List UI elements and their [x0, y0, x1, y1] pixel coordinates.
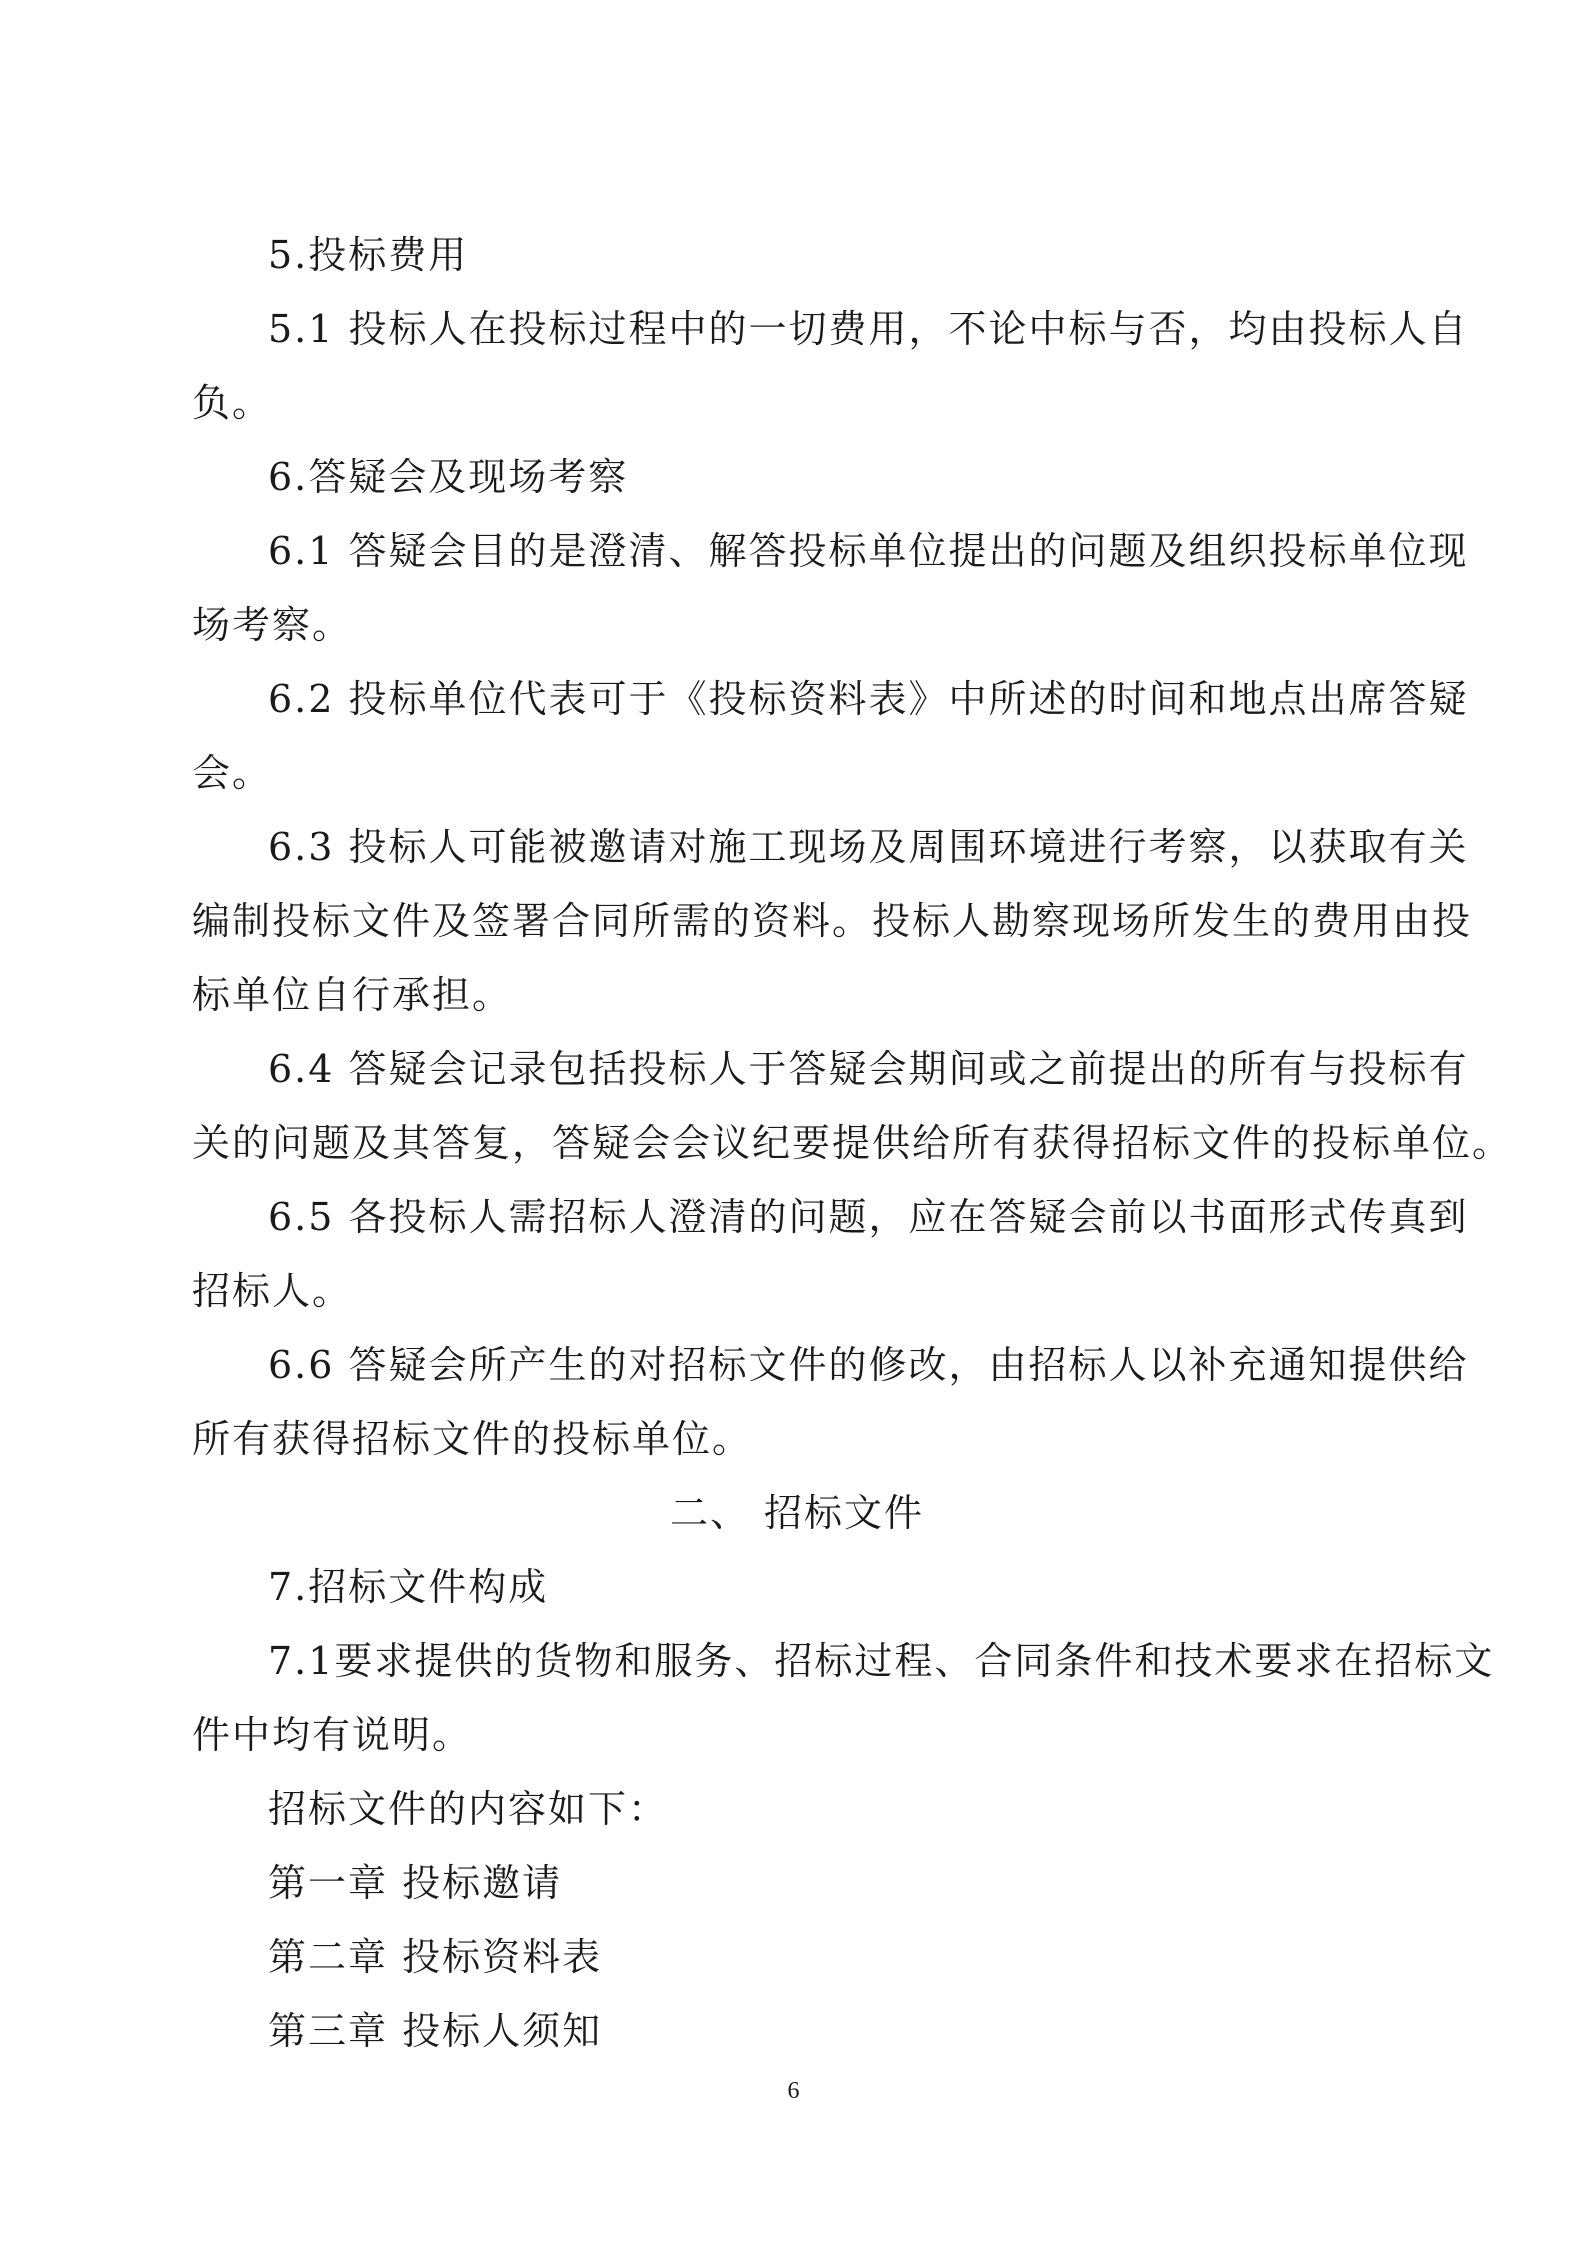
- paragraph-6-3-cont-2: 标单位自行承担。: [192, 973, 513, 1017]
- paragraph-7-1: 7.1要求提供的货物和服务、招标过程、合同条件和技术要求在招标文: [268, 1639, 1495, 1683]
- heading-5-bid-costs: 5.投标费用: [268, 233, 469, 277]
- paragraph-6-4: 6.4 答疑会记录包括投标人于答疑会期间或之前提出的所有与投标有: [268, 1047, 1469, 1091]
- contents-item-chapter-3: 第三章 投标人须知: [268, 2009, 603, 2053]
- page-number: 6: [787, 2078, 800, 2104]
- paragraph-5-1-cont: 负。: [192, 381, 273, 425]
- paragraph-6-5: 6.5 各投标人需招标人澄清的问题，应在答疑会前以书面形式传真到: [268, 1195, 1469, 1239]
- paragraph-5-1: 5.1 投标人在投标过程中的一切费用，不论中标与否，均由投标人自: [268, 307, 1469, 351]
- contents-intro: 招标文件的内容如下：: [268, 1787, 669, 1831]
- paragraph-6-5-cont: 招标人。: [192, 1269, 353, 1313]
- paragraph-6-1-cont: 场考察。: [192, 603, 353, 647]
- paragraph-6-3-cont-1: 编制投标文件及签署合同所需的资料。投标人勘察现场所发生的费用由投: [192, 899, 1473, 943]
- heading-7-doc-composition: 7.招标文件构成: [268, 1565, 549, 1609]
- paragraph-6-6: 6.6 答疑会所产生的对招标文件的修改，由招标人以补充通知提供给: [268, 1343, 1469, 1387]
- paragraph-7-1-cont: 件中均有说明。: [192, 1713, 473, 1757]
- contents-item-chapter-1: 第一章 投标邀请: [268, 1861, 563, 1905]
- section-title-2: 二、 招标文件: [669, 1491, 925, 1535]
- paragraph-6-4-cont: 关的问题及其答复，答疑会会议纪要提供给所有获得招标文件的投标单位。: [192, 1121, 1513, 1165]
- paragraph-6-2: 6.2 投标单位代表可于《投标资料表》中所述的时间和地点出席答疑: [268, 677, 1469, 721]
- page-body: [192, 218, 1513, 2068]
- paragraph-6-2-cont: 会。: [192, 751, 273, 795]
- paragraph-6-3: 6.3 投标人可能被邀请对施工现场及周围环境进行考察，以获取有关: [268, 825, 1469, 869]
- contents-item-chapter-2: 第二章 投标资料表: [268, 1935, 603, 1979]
- heading-6-qa-meeting: 6.答疑会及现场考察: [268, 455, 629, 499]
- paragraph-6-1: 6.1 答疑会目的是澄清、解答投标单位提出的问题及组织投标单位现: [268, 529, 1469, 573]
- paragraph-6-6-cont: 所有获得招标文件的投标单位。: [192, 1417, 753, 1461]
